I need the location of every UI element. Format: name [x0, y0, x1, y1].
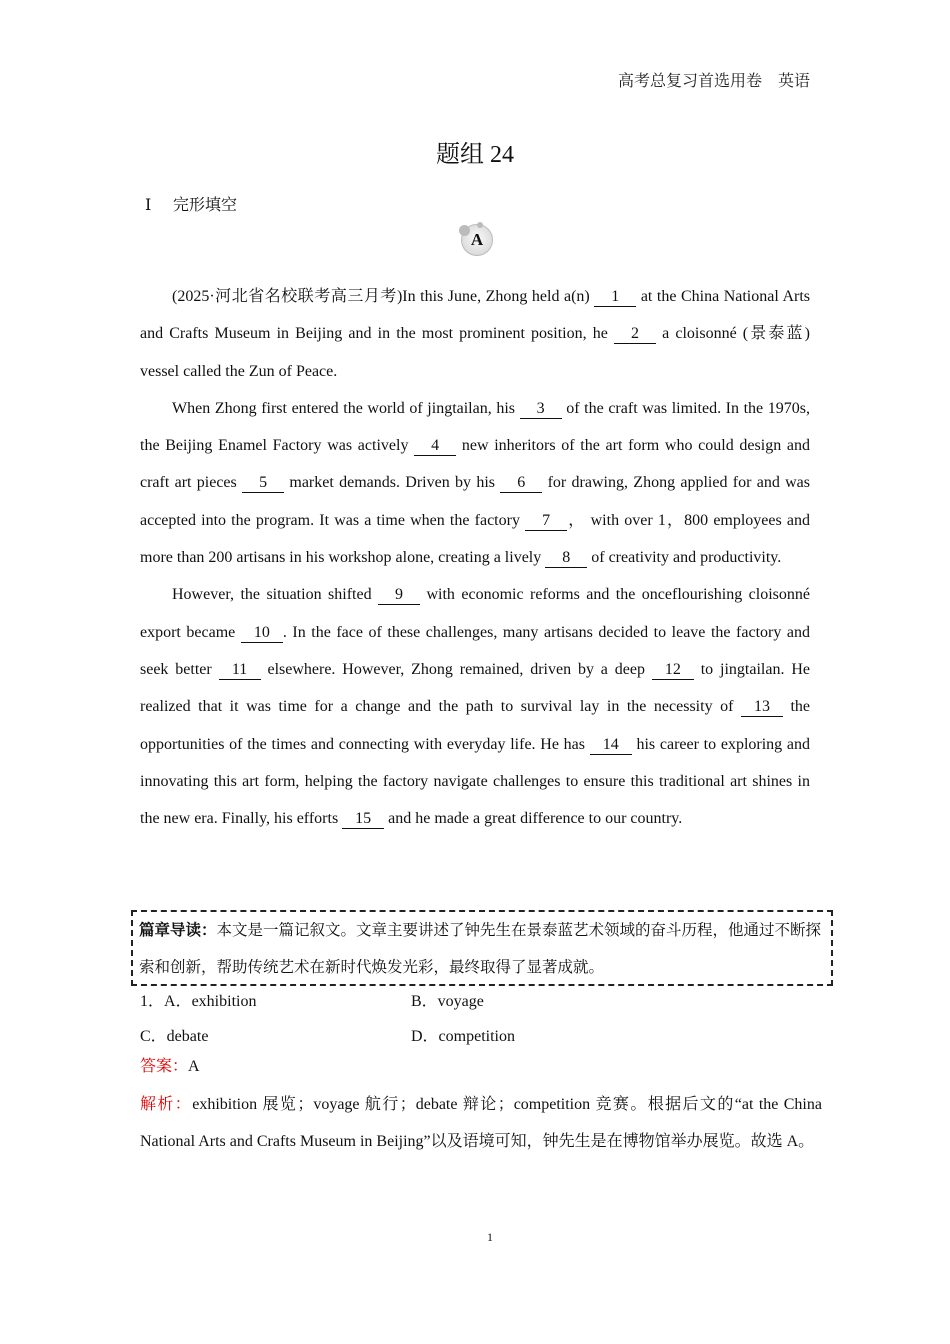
passage-text: elsewhere. However, Zhong remained, driven by a deep — [260, 660, 652, 678]
passage-text: of creativity and productivity. — [587, 549, 782, 567]
blank-3: 3 — [520, 400, 562, 419]
page-title: 题组 24 — [436, 142, 514, 168]
passage-paragraph — [140, 576, 810, 837]
blank-15: 15 — [342, 810, 384, 829]
option-a: A．exhibition — [164, 993, 257, 1010]
blank-12: 12 — [652, 661, 694, 680]
answer-label: 答案： — [140, 1058, 189, 1075]
blank-7: 7 — [525, 512, 567, 531]
blank-5: 5 — [242, 474, 284, 493]
guide-box — [131, 910, 833, 986]
question-options — [140, 984, 820, 1054]
explanation-text: exhibition 展览；voyage 航行；debate 辩论；competition 竞赛。根据后文的“at the China National Arts and Crafts Museum in Beijing”以及语境可知，钟先生是在博物馆举办展览。故选 A。 — [140, 1096, 822, 1150]
question-number: 1． — [140, 993, 165, 1010]
passage-badge: A — [461, 224, 493, 256]
blank-14: 14 — [590, 736, 632, 755]
blank-9: 9 — [378, 586, 420, 605]
passage-text: However, the situation shifted — [172, 586, 379, 604]
passage-text: (2025·河北省名校联考高三月考)In this June, Zhong held a(n) — [172, 288, 595, 305]
passage-text: a cloisonné (景泰蓝) vessel called the Zun of Peace. — [140, 325, 810, 380]
passage-text: at the China National Arts and Crafts Museum in Beijing and in the most prominent position, he — [140, 288, 811, 343]
option-b: B．voyage — [411, 993, 484, 1010]
passage-text: for drawing, Zhong applied for and was accepted into the program. It was a time when the factory — [140, 474, 811, 529]
section-heading — [145, 192, 237, 215]
passage — [140, 278, 810, 837]
passage-text: of the craft was limited. In the 1970s, the Beijing Enamel Factory was actively — [140, 399, 810, 455]
blank-8: 8 — [545, 549, 587, 568]
section-label: 完形填空 — [173, 197, 238, 214]
passage-paragraph — [140, 278, 810, 390]
option-c: C．debate — [140, 1028, 209, 1045]
passage-text: his career to exploring and innovating this art form, helping the factory navigate challenges to ensure this traditional art shines in the new era. Finally, his efforts — [140, 735, 811, 828]
passage-paragraph — [140, 390, 810, 576]
guide-label: 篇章导读： — [139, 922, 217, 939]
section-number: Ⅰ — [145, 197, 152, 214]
option-d: D．competition — [411, 1028, 515, 1045]
passage-text: When Zhong first entered the world of jingtailan, his — [172, 399, 520, 417]
passage-text: and he made a great difference to our country. — [384, 810, 683, 828]
passage-text: . In the face of these challenges, many artisans decided to leave the factory and seek better — [140, 623, 810, 678]
blank-2: 2 — [614, 325, 656, 344]
passage-text: the opportunities of the times and connecting with everyday life. He has — [140, 698, 811, 753]
blank-10: 10 — [241, 624, 283, 643]
guide-text: 本文是一篇记叙文。文章主要讲述了钟先生在景泰蓝艺术领域的奋斗历程，他通过不断探索和创新，帮助传统艺术在新时代焕发光彩，最终取得了显著成就。 — [139, 922, 822, 976]
explanation-label: 解析： — [140, 1096, 193, 1113]
passage-text: ， with over 1，800 employees and more than 200 artisans in his workshop alone, creating a lively — [140, 511, 811, 567]
answer — [140, 1053, 200, 1076]
passage-text: to jingtailan. He realized that it was time for a change and the path to survival lay in the necessity of — [140, 660, 810, 716]
blank-6: 6 — [500, 474, 542, 493]
passage-text: new inheritors of the art form who could design and craft art pieces — [140, 437, 811, 492]
explanation — [140, 1086, 822, 1160]
blank-1: 1 — [594, 288, 636, 307]
page-number: 1 — [487, 1230, 493, 1244]
passage-text: market demands. Driven by his — [284, 474, 501, 492]
blank-13: 13 — [741, 698, 783, 717]
blank-11: 11 — [219, 661, 261, 680]
passage-text: with economic reforms and the onceflourishing cloisonné export became — [140, 586, 811, 641]
running-header: 高考总复习首选用卷 英语 — [617, 73, 810, 90]
answer-value: A — [188, 1058, 200, 1075]
blank-4: 4 — [414, 437, 456, 456]
